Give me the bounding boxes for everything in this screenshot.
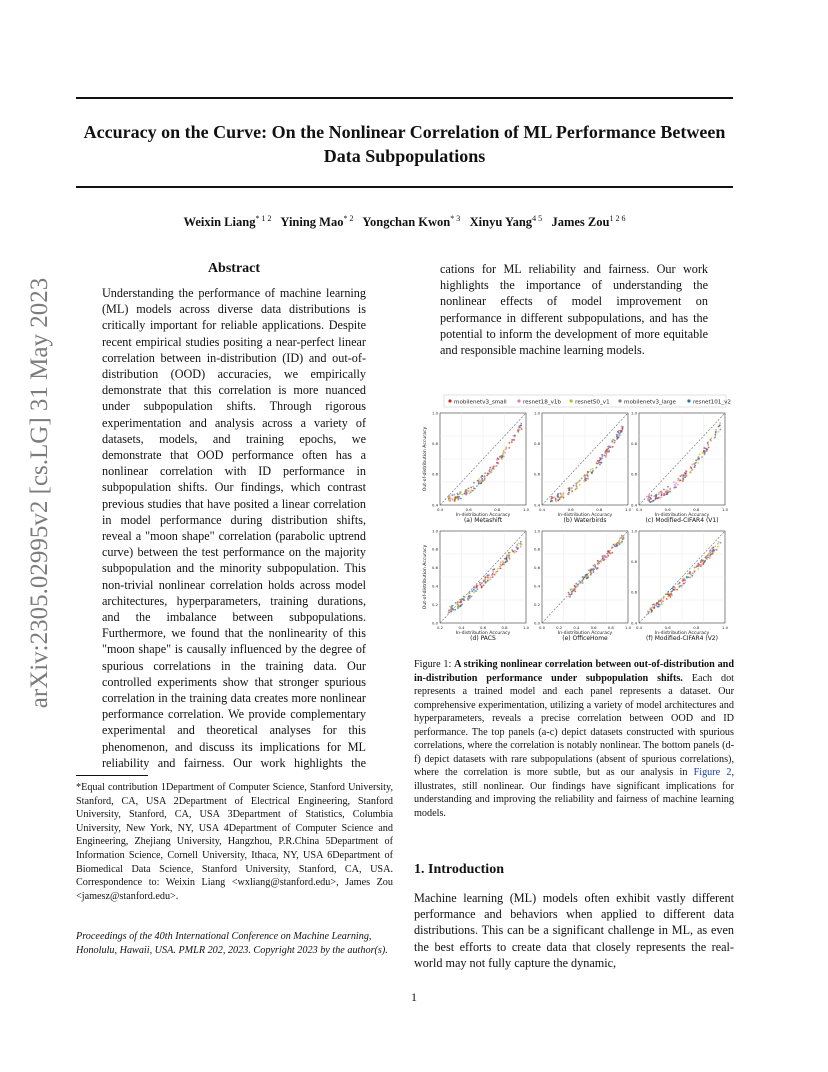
panel-caption: (c) Modified-CIFAR4 (V1) [645,517,719,524]
y-tick-label: 0.0 [431,620,438,626]
panel-6 [631,528,729,642]
y-tick-label: 1.0 [431,528,438,534]
y-tick-label: 0.6 [431,565,438,571]
x-tick-label: 0.6 [664,507,671,512]
y-tick-label: 0.8 [431,546,438,552]
caption-bold: A striking nonlinear correlation between out-of-distribution and in-distribution performance under subpopulation shifts. [414,659,735,684]
panel-3 [631,410,729,524]
x-tick-label: 0.8 [494,507,501,512]
introduction-heading: 1. Introduction [414,862,504,877]
y-tick-label: 0.8 [431,441,438,446]
author-3: Yongchan Kwon$^{* 3}$ [362,214,461,230]
y-tick-label: 0.8 [533,441,540,446]
x-axis-label: In-distribution Accuracy [557,513,613,518]
legend-marker-4 [618,399,621,402]
page-number: 1 [411,990,417,1004]
author-2: Yining Mao$^{* 2}$ [280,214,354,230]
author-list [76,214,733,230]
y-tick-label: 0.6 [630,471,637,477]
x-tick-label: 0.6 [479,625,487,630]
figure-1-plot [414,393,734,643]
x-tick-label: 0.4 [458,625,465,630]
panel-1 [422,410,530,524]
legend-marker-1 [448,399,451,402]
x-axis-label: In-distribution Accuracy [455,631,511,636]
author-5: James Zou$^{1 2 6}$ [551,214,626,230]
title-bottom-rule [76,186,733,188]
caption-text-end: , illustrates, still nonlinear. Our findings have significant implications for understanding and improving the reliability and fairness of machine learning models. [414,767,734,819]
legend-label-1: mobilenetv3_small [454,399,507,406]
y-tick-label: 0.4 [630,502,637,508]
y-tick-label: 0.4 [533,583,540,589]
panel-2 [534,410,632,524]
x-tick-label: 0.6 [590,625,597,630]
y-tick-label: 1.0 [533,528,540,534]
x-tick-label: 1.0 [522,625,530,630]
paper-title: Accuracy on the Curve: On the Nonlinear Correlation of ML Performance Between Data Subpopulations [83,122,726,166]
x-tick-label: 0.0 [538,625,546,630]
x-tick-label: 0.4 [573,625,580,630]
figure-legend [444,395,731,407]
x-tick-label: 0.4 [538,507,546,512]
x-tick-label: 0.8 [607,625,614,630]
legend-marker-5 [687,399,690,402]
figure-2-link[interactable]: Figure 2 [693,767,732,778]
x-axis-label: In-distribution Accuracy [654,631,710,636]
y-axis-label: Out-of-distribution Accuracy [423,544,428,610]
x-tick-label: 1.0 [624,507,632,512]
affiliations-footnote: *Equal contribution 1Department of Computer Science, Stanford University, Stanford, CA, USA 2Department of Electrical Engineering, Stanford University, Stanford, CA, USA 3Department of Statistics, Columbia University, New York, NY, USA 4Department of Computer Science and Engineering, Zhejiang University, Hangzhou, P.R.China 5Department of Information Science, Cornell University, Ithaca, NY, USA 6Department of Biomedical Data Science, Stanford University, Stanford, CA, USA. Correspondence to: Weixin Liang <wxliang@stanford.edu>, James Zou <jamesz@stanford.edu>. [76,782,393,902]
y-tick-label: 0.6 [533,565,540,571]
legend-marker-2 [517,399,520,402]
panel-caption: (a) Metashift [463,517,503,524]
legend-label-3: resnet50_v1 [575,399,610,406]
panel-4 [422,528,530,642]
x-tick-label: 0.6 [664,625,671,630]
y-tick-label: 0.8 [533,546,540,552]
x-tick-label: 0.6 [465,507,472,512]
x-tick-label: 0.4 [635,625,643,630]
x-axis-label: In-distribution Accuracy [654,513,710,518]
y-tick-label: 1.0 [630,528,637,534]
y-tick-label: 0.6 [630,589,637,595]
y-tick-label: 0.2 [533,601,540,607]
y-tick-label: 1.0 [431,410,438,416]
figure-1 [414,393,734,643]
y-tick-label: 0.4 [431,502,438,508]
panel-caption: (b) Waterbirds [563,517,607,524]
x-tick-label: 0.8 [596,507,603,512]
panel-caption: (d) PACS [470,635,496,642]
introduction-body: Machine learning (ML) models often exhibit vastly different performance and behaviors when applied to different data distributions. This can be a significant challenge in ML, as even the best efforts to create data that closely represents the real-world may not fully capture the dynamic, [414,891,734,970]
y-tick-label: 0.4 [533,502,540,508]
legend-label-4: mobilenetv3_large [624,399,676,406]
y-axis-label: Out-of-distribution Accuracy [423,426,428,492]
y-tick-label: 0.4 [630,620,637,626]
x-tick-label: 0.8 [501,625,508,630]
x-tick-label: 0.2 [436,625,444,630]
y-tick-label: 0.0 [533,620,540,626]
legend-label-5: resnet101_v2 [692,399,732,406]
x-tick-label: 0.6 [567,507,574,512]
y-tick-label: 0.6 [431,471,438,477]
x-tick-label: 1.0 [522,507,530,512]
legend-label-2: resnet18_v1b [522,399,562,406]
abstract-heading: Abstract [207,261,261,276]
panel-caption: (f) Modified-CIFAR4 (V2) [646,635,718,642]
x-tick-label: 0.4 [436,507,444,512]
y-tick-label: 0.4 [431,583,438,589]
legend-marker-3 [570,399,573,402]
x-tick-label: 1.0 [721,507,729,512]
x-tick-label: 0.8 [693,507,700,512]
y-tick-label: 0.8 [630,441,637,446]
y-tick-label: 1.0 [630,410,637,416]
author-4: Xinyu Yang$^{4 5}$ [469,214,543,230]
abstract-body: Understanding the performance of machine learning (ML) models across diverse data distributions is critically important for reliable applications. Despite recent empirical studies positing a near-perfect linear correlation between in-distribution (ID) and out-of-distribution (OOD) accuracies, we empirically demonstrate that this correlation is more nuanced under subpopulation shifts. Through rigorous experimentation and analysis across a variety of datasets, models, and training epochs, we demonstrate that OOD performance often has a nonlinear correlation with ID performance in subpopulation shifts. Our findings, which contrast previous studies that have posited a linear correlation in model performance during distribution shifts, reveal a "moon shape" correlation (parabolic uptrend curve) between the test performance on the majority subpopulation and the minority subpopulation. This non-trivial nonlinear correlation holds across model architectures, hyperparameters, training durations, and the imbalance between subpopulations. Furthermore, we found that the nonlinearity of this "moon shape" is causally influenced by the degree of spurious correlations in the training data. Our controlled experiments show that stronger spurious correlation in the training data creates more nonlinear performance correlation. We provide complementary experimental and theoretical analyses for this phenomenon, and discuss its implications for ML reliability and fairness. Our work highlights the [102,286,366,770]
x-axis-label: In-distribution Accuracy [557,631,613,636]
x-tick-label: 1.0 [721,625,729,630]
y-tick-label: 1.0 [533,410,540,416]
panel-5 [534,528,632,642]
x-tick-label: 0.8 [693,625,700,630]
x-tick-label: 0.4 [635,507,643,512]
x-axis-label: In-distribution Accuracy [455,513,511,518]
proceedings-note: Proceedings of the 40th International Conference on Machine Learning, Honolulu, Hawaii, USA. PMLR 202, 2023. Copyright 2023 by the author(s). [76,931,388,956]
caption-text: Each dot represents a trained model and each panel represents a dataset. Our comprehensive experimentation, utilizing a variety of model architectures and hyperparameters, reveals a precise correlation between OOD and ID performance. The top panels (a-c) depict datasets constructed with spurious correlations, where the correlation is notably nonlinear. The bottom panels (d-f) depict datasets with rare subpopulations (absent of spurious correlations), where the correlation is more subtle, but as our analysis in [414,672,734,778]
abstract-continued: cations for ML reliability and fairness. Our work highlights the importance of understanding the nonlinear effects of model improvement on performance in different subpopulations, and has the potential to inform the development of more equitable and responsible machine learning models. [440,262,708,358]
x-tick-label: 0.2 [556,625,563,630]
panel-caption: (e) OfficeHome [562,635,608,642]
x-tick-label: 1.0 [624,625,632,630]
y-tick-label: 0.2 [431,601,438,607]
y-tick-label: 0.6 [533,471,540,477]
caption-label: Figure 1: [414,659,452,670]
arxiv-watermark: arXiv:2305.02995v2 [cs.LG] 31 May 2023 [26,277,53,709]
author-1: Weixin Liang$^{* 1 2}$ [183,214,272,230]
footnote-rule [76,775,148,776]
figure-1-caption [414,658,734,820]
y-tick-label: 0.8 [630,559,637,564]
top-rule [76,97,733,99]
